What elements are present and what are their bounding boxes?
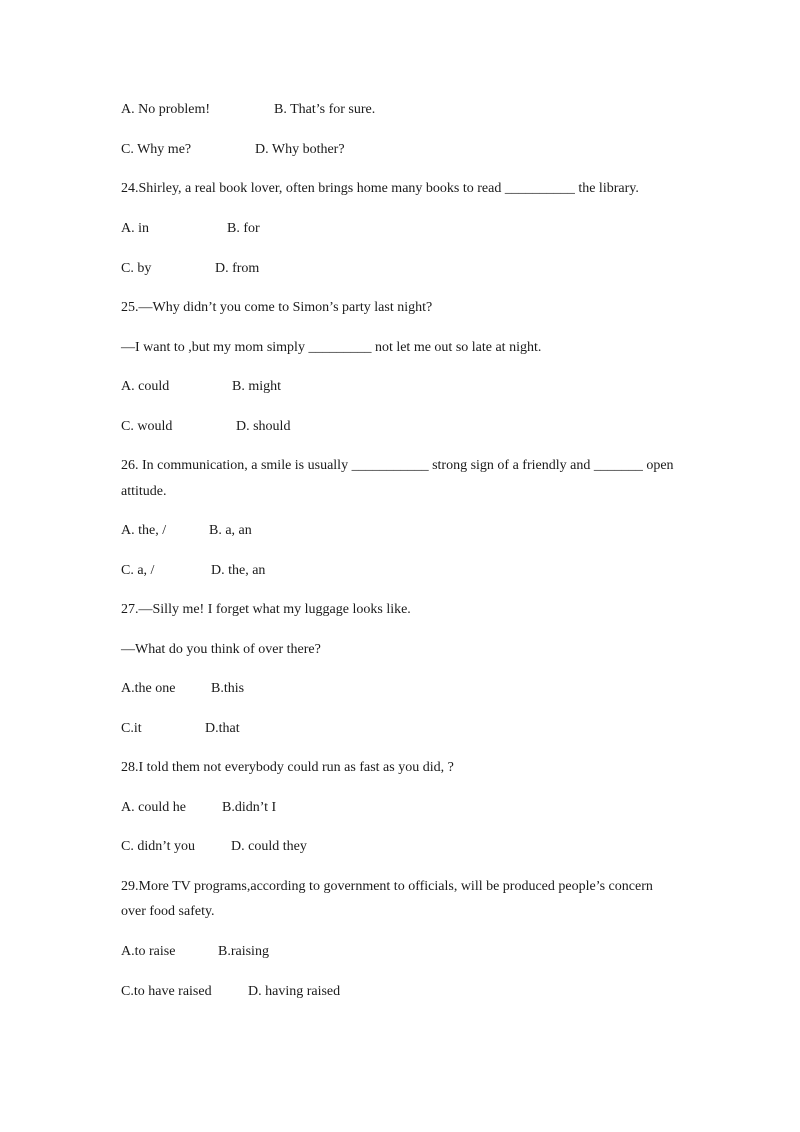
q25-option-c: C. would	[121, 419, 173, 434]
q28-option-a: A. could he	[121, 800, 186, 815]
q29-option-a: A.to raise	[121, 944, 176, 959]
q26-stem-line2: attitude.	[121, 484, 167, 499]
q24-stem: 24.Shirley, a real book lover, often brings home many books to read __________ the library.	[121, 181, 639, 196]
q23-option-d: D. Why bother?	[255, 142, 345, 157]
q26-option-c: C. a, /	[121, 563, 155, 578]
q28-stem: 28.I told them not everybody could run as fast as you did, ?	[121, 760, 454, 775]
q27-option-a: A.the one	[121, 681, 176, 696]
q26-option-d: D. the, an	[211, 563, 266, 578]
q23-option-b: B. That’s for sure.	[274, 102, 376, 117]
q29-stem-line2: over food safety.	[121, 904, 215, 919]
q29-option-d: D. having raised	[248, 984, 341, 999]
q25-stem-response: —I want to ,but my mom simply _________ not let me out so late at night.	[121, 340, 542, 355]
q26-option-a: A. the, /	[121, 523, 167, 538]
q23-option-a: A. No problem!	[121, 102, 211, 117]
q25-stem-question: 25.—Why didn’t you come to Simon’s party last night?	[121, 300, 433, 315]
q27-stem-question: 27.—Silly me! I forget what my luggage looks like.	[121, 602, 411, 617]
q26-option-b: B. a, an	[209, 523, 252, 538]
q28-option-b: B.didn’t I	[222, 800, 277, 815]
q27-option-c: C.it	[121, 721, 142, 736]
q24-option-c: C. by	[121, 261, 152, 276]
q28-option-c: C. didn’t you	[121, 839, 196, 854]
q26-stem-line1: 26. In communication, a smile is usually ___________ strong sign of a friendly and _______ open	[121, 458, 674, 473]
q29-option-b: B.raising	[218, 944, 269, 959]
q24-option-a: A. in	[121, 221, 149, 236]
q23-option-c: C. Why me?	[121, 142, 192, 157]
q27-stem-response: —What do you think of over there?	[121, 642, 321, 657]
q25-option-a: A. could	[121, 379, 170, 394]
q24-option-b: B. for	[227, 221, 260, 236]
q25-option-d: D. should	[236, 419, 291, 434]
q28-option-d: D. could they	[231, 839, 307, 854]
q25-option-b: B. might	[232, 379, 282, 394]
q27-option-b: B.this	[211, 681, 245, 696]
q27-option-d: D.that	[205, 721, 240, 736]
q24-option-d: D. from	[215, 261, 260, 276]
q29-option-c: C.to have raised	[121, 984, 212, 999]
q29-stem-line1: 29.More TV programs,according to government to officials, will be produced people’s concern	[121, 879, 653, 894]
